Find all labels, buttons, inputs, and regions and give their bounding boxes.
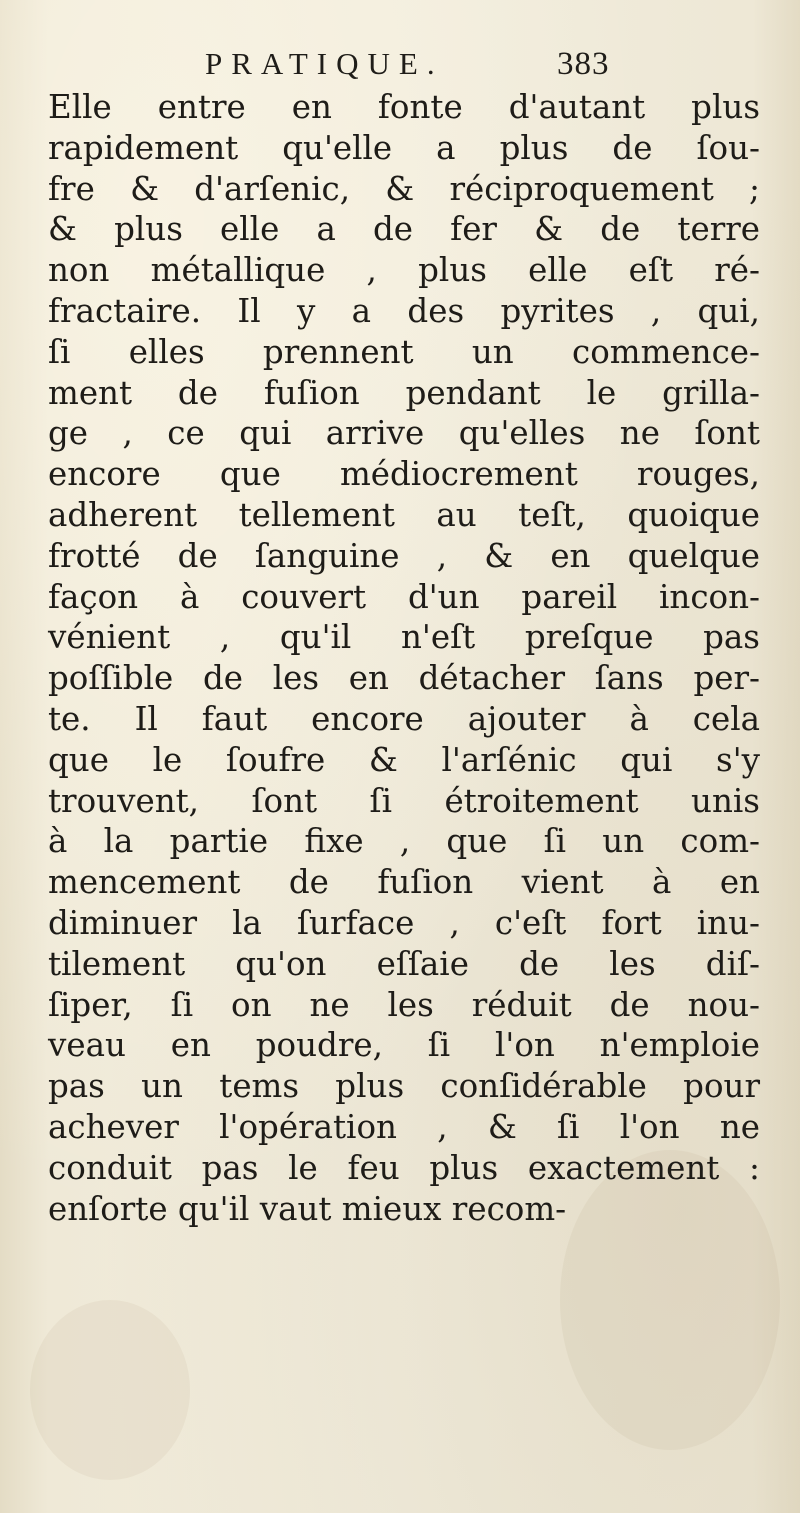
paper-stain	[30, 1300, 190, 1480]
text-line: que le ſoufre & l'arſénic qui s'y	[48, 740, 760, 779]
text-line: façon à couvert d'un pareil incon-	[48, 577, 760, 616]
text-line: poſſible de les en détacher ſans per-	[48, 659, 760, 698]
text-line: vénient , qu'il n'eſt preſque pas	[48, 618, 760, 657]
text-line: ſi elles prennent un commence-	[48, 332, 760, 371]
text-line: pas un tems plus conſidérable pour	[48, 1067, 760, 1106]
text-line: adherent tellement au teſt, quoique	[48, 495, 760, 534]
text-line: tilement qu'on eſſaie de les diſ-	[48, 944, 760, 983]
text-line: ſiper, ſi on ne les réduit de nou-	[48, 985, 760, 1024]
text-line: rapidement qu'elle a plus de ſou-	[48, 128, 760, 167]
text-line: frotté de ſanguine , & en quelque	[48, 536, 760, 575]
text-line: enſorte qu'il vaut mieux recom-	[48, 1189, 567, 1228]
text-line: non métallique , plus elle eſt ré-	[48, 251, 760, 290]
text-line: & plus elle a de fer & de terre	[48, 210, 760, 249]
text-line: ge , ce qui arrive qu'elles ne ſont	[48, 414, 760, 453]
text-line: trouvent, ſont ſi étroitement unis	[48, 781, 760, 820]
text-line: Elle entre en fonte d'autant plus	[48, 88, 760, 126]
text-line: diminuer la ſurface , c'eſt fort inu-	[48, 903, 760, 942]
text-line: veau en poudre, ſi l'on n'emploie	[48, 1026, 760, 1065]
text-line: achever l'opération , & ſi l'on ne	[48, 1107, 760, 1146]
running-title: PRATIQUE.	[205, 46, 444, 81]
text-line: fractaire. Il y a des pyrites , qui,	[48, 291, 760, 330]
text-line: à la partie fixe , que ſi un com-	[48, 822, 760, 861]
text-line: encore que médiocrement rouges,	[48, 455, 760, 494]
text-line: te. Il faut encore ajouter à cela	[48, 699, 760, 738]
text-line: conduit pas le feu plus exactement :	[48, 1148, 760, 1187]
text-line: ment de fuſion pendant le grilla-	[48, 373, 760, 412]
text-line: fre & d'arſenic, & réciproquement ;	[48, 169, 760, 208]
page-number: 383	[557, 46, 610, 82]
text-line: mencement de fuſion vient à en	[48, 863, 760, 902]
body-text	[48, 87, 760, 1229]
